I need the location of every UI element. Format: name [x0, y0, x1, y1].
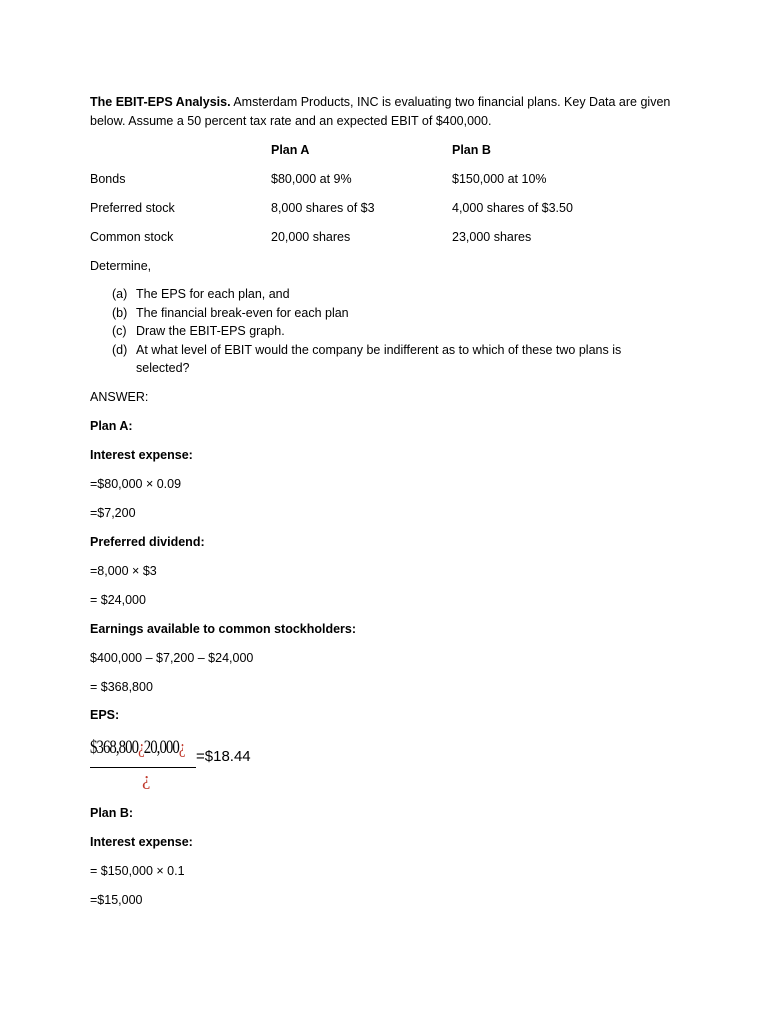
plan-a-earnings-calc: $400,000 – $7,200 – $24,000 — [90, 651, 254, 665]
plan-a-eps-heading: EPS: — [90, 708, 120, 722]
table-cell: 20,000 shares — [271, 230, 351, 244]
answer-heading: ANSWER: — [90, 390, 149, 404]
question-text: The financial break-even for each plan — [136, 305, 349, 320]
plan-a-earnings-result: = $368,800 — [90, 680, 153, 694]
eps-num-a: $368,800 — [90, 737, 139, 758]
table-row-bonds — [90, 170, 690, 188]
eps-num-b: 20,000 — [143, 737, 179, 758]
eps-glyph-1: ¿ — [138, 737, 144, 758]
eps-numerator — [90, 737, 185, 759]
eps-denominator: ¿ — [142, 769, 151, 790]
determine-label: Determine, — [90, 259, 152, 273]
question-item — [112, 322, 672, 341]
table-cell: $150,000 at 10% — [452, 172, 547, 186]
plan-b-interest-heading: Interest expense: — [90, 835, 193, 849]
table-cell: 23,000 shares — [452, 230, 532, 244]
question-text: Draw the EBIT-EPS graph. — [136, 324, 285, 338]
problem-title: The EBIT-EPS Analysis. — [90, 95, 231, 109]
plan-a-earnings-heading: Earnings available to common stockholders: — [90, 622, 357, 636]
table-cell: Preferred stock — [90, 201, 175, 215]
question-item — [112, 285, 672, 304]
fraction-bar — [90, 767, 196, 768]
eps-fraction — [90, 735, 210, 795]
question-label: (d) — [112, 342, 128, 357]
plan-b-interest-calc: = $150,000 × 0.1 — [90, 864, 185, 878]
question-text: The EPS for each plan, and — [136, 287, 290, 301]
question-list — [112, 285, 672, 378]
problem-text: Amsterdam Products, INC is evaluating two financial plans. Key Data are given below. Assume a 50 percent tax rate and an expected EBIT of $400,000. — [90, 95, 671, 128]
plan-a-heading: Plan A: — [90, 419, 133, 433]
table-row-preferred-stock — [90, 199, 690, 217]
eps-result: =$18.44 — [196, 748, 251, 765]
question-label: (c) — [112, 324, 127, 338]
table-cell: Bonds — [90, 172, 126, 186]
question-item — [112, 341, 672, 378]
plan-b-heading: Plan B: — [90, 806, 134, 820]
eps-glyph-2: ¿ — [178, 737, 185, 758]
table-cell: $80,000 at 9% — [271, 172, 352, 186]
question-text: At what level of EBIT would the company be indifferent as to which of these two plans is selected? — [136, 342, 622, 375]
plan-a-interest-result: =$7,200 — [90, 506, 136, 520]
plan-a-pref-calc: =8,000 × $3 — [90, 564, 157, 578]
table-header-plan-b: Plan B — [452, 143, 491, 157]
question-label: (a) — [112, 287, 128, 301]
question-label: (b) — [112, 305, 128, 320]
plan-a-interest-calc: =$80,000 × 0.09 — [90, 477, 182, 491]
table-row-common-stock — [90, 228, 690, 246]
table-cell: 4,000 shares of $3.50 — [452, 201, 573, 215]
table-header-plan-a: Plan A — [271, 143, 310, 157]
table-cell: Common stock — [90, 230, 174, 244]
plan-b-interest-result: =$15,000 — [90, 893, 143, 907]
plan-a-pref-result: = $24,000 — [90, 593, 146, 607]
table-header-row — [90, 141, 690, 159]
problem-statement — [90, 93, 680, 130]
plan-a-interest-heading: Interest expense: — [90, 448, 193, 462]
plan-a-pref-heading: Preferred dividend: — [90, 535, 205, 549]
table-cell: 8,000 shares of $3 — [271, 201, 375, 215]
question-item — [112, 304, 672, 323]
